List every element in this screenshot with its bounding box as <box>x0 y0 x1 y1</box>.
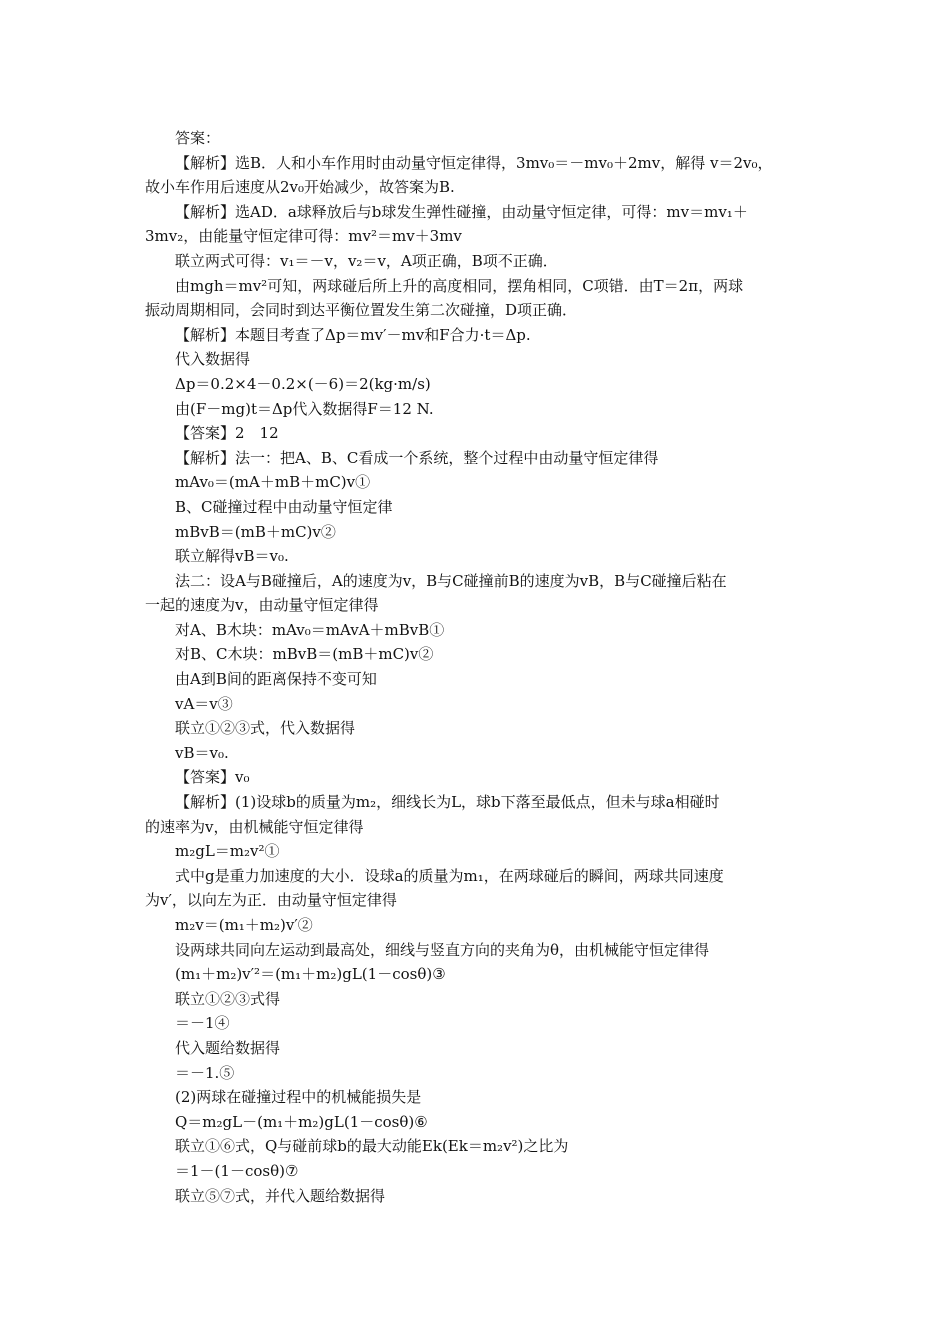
text-line: 联立两式可得：v₁＝－v，v₂＝v，A项正确，B项不正确． <box>175 251 558 270</box>
text-line: m₂v＝(m₁＋m₂)v′② <box>175 916 313 934</box>
text-line: 【答案】v₀ <box>175 768 250 787</box>
text-line: mBvB＝(mB＋mC)v② <box>175 522 336 541</box>
text-line: 代入数据得 <box>175 350 251 369</box>
text-line: 联立解得vB＝v₀. <box>175 547 289 566</box>
text-line: 的速率为v，由机械能守恒定律得 <box>145 817 364 836</box>
text-line: 联立①⑥式，Q与碰前球b的最大动能Ek(Ek＝m₂v²)之比为 <box>175 1137 569 1156</box>
text-line: 故小车作用后速度从2v₀开始减少，故答案为B. <box>145 178 455 197</box>
text-line: 【解析】(1)设球b的质量为m₂，细线长为L，球b下落至最低点，但未与球a相碰时 <box>175 793 720 812</box>
text-line: Δp＝0.2×4－0.2×(－6)＝2(kg·m/s) <box>175 374 431 393</box>
text-line: 3mv₂，由能量守恒定律可得：mv²＝mv＋3mv <box>145 227 462 246</box>
text-line: 【解析】法一：把A、B、C看成一个系统，整个过程中由动量守恒定律得 <box>175 448 659 467</box>
text-line: 对B、C木块：mBvB＝(mB＋mC)v② <box>175 645 434 664</box>
text-line: 由A到B间的距离保持不变可知 <box>175 670 377 689</box>
text-line: 【解析】本题目考查了Δp＝mv′－mv和F合力·t＝Δp. <box>175 325 531 344</box>
answer-text-body <box>145 126 810 1208</box>
text-line: 对A、B木块：mAv₀＝mAvA＋mBvB① <box>175 620 445 639</box>
text-line: 联立⑤⑦式，并代入题给数据得 <box>175 1186 386 1205</box>
text-line: 设两球共同向左运动到最高处，细线与竖直方向的夹角为θ，由机械能守恒定律得 <box>175 940 710 959</box>
text-line: ＝1－(1－cosθ)⑦ <box>175 1161 299 1180</box>
text-line: 【解析】选B．人和小车作用时由动量守恒定律得，3mv₀＝－mv₀＋2mv，解得 v＝2v₀， <box>175 153 773 172</box>
text-line: B、C碰撞过程中由动量守恒定律 <box>175 497 393 516</box>
text-line: Q＝m₂gL－(m₁＋m₂)gL(1－cosθ)⑥ <box>175 1112 428 1131</box>
text-line: 法二：设A与B碰撞后，A的速度为v，B与C碰撞前B的速度为vB，B与C碰撞后粘在 <box>175 571 727 590</box>
text-line: ＝－1.⑤ <box>175 1063 235 1082</box>
text-line: mAv₀＝(mA＋mB＋mC)v① <box>175 473 371 492</box>
text-line: 【答案】2 12 <box>175 424 279 443</box>
text-line: m₂gL＝m₂v²① <box>175 842 280 861</box>
text-line: 为v′，以向左为正．由动量守恒定律得 <box>145 891 397 910</box>
text-line: 【解析】选AD．a球释放后与b球发生弹性碰撞，由动量守恒定律，可得：mv＝mv₁＋ <box>175 202 748 221</box>
text-line: ＝－1④ <box>175 1014 230 1033</box>
text-line: 式中g是重力加速度的大小．设球a的质量为m₁，在两球碰后的瞬间，两球共同速度 <box>175 866 724 885</box>
text-line: 振动周期相同，会同时到达平衡位置发生第二次碰撞，D项正确． <box>145 301 578 320</box>
text-line: 由mgh＝mv²可知，两球碰后所上升的高度相同，摆角相同，C项错．由T＝2π，两球 <box>175 276 744 295</box>
text-line: (m₁＋m₂)v′²＝(m₁＋m₂)gL(1－cosθ)③ <box>175 965 446 984</box>
text-line: (2)两球在碰撞过程中的机械能损失是 <box>175 1088 422 1107</box>
text-line: 一起的速度为v，由动量守恒定律得 <box>145 596 379 615</box>
text-line: 由(F－mg)t＝Δp代入数据得F＝12 N. <box>175 399 434 418</box>
text-line: 代入题给数据得 <box>175 1038 281 1057</box>
text-line: vA＝v③ <box>175 694 233 713</box>
text-line: 答案： <box>175 129 221 147</box>
text-line: 联立①②③式，代入数据得 <box>175 719 356 738</box>
text-line: 联立①②③式得 <box>175 989 281 1008</box>
text-line: vB＝v₀. <box>175 743 229 762</box>
